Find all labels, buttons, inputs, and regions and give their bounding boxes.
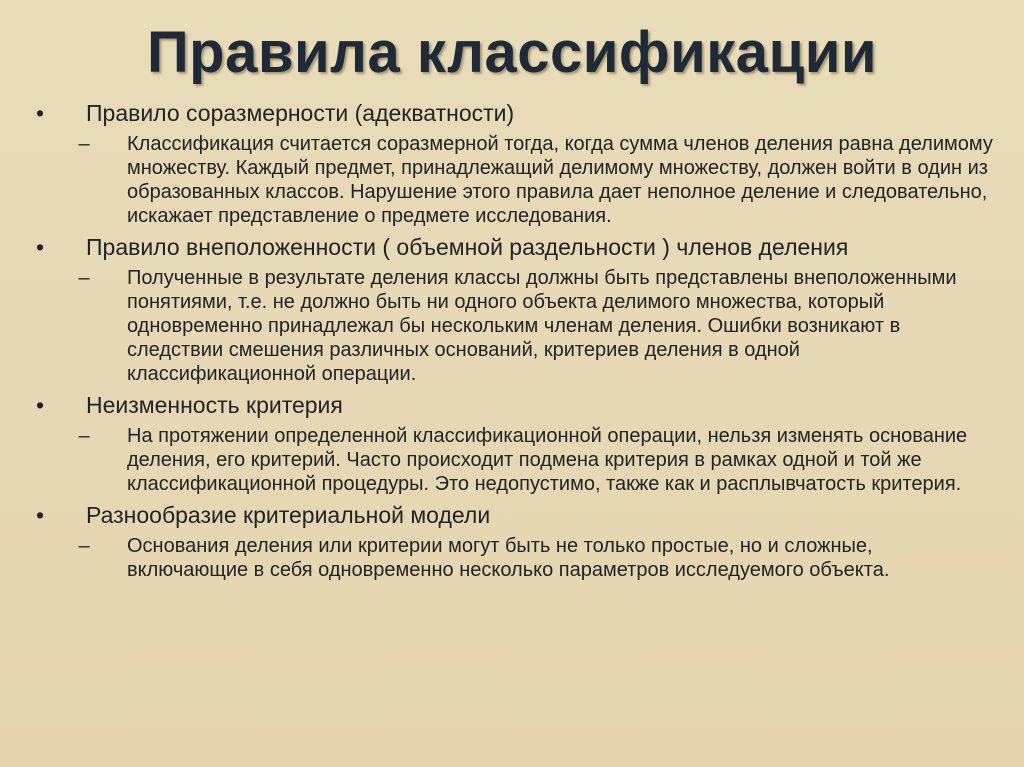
rule-description-text: Классификация считается соразмерной тогда, когда сумма членов деления равна делимому множеству. Каждый предмет, принадлежащий делимому множеству, должен войти в один из образованных классов. Нарушение этого правила дает неполное деление и следовательно, искажает представление о предмете исследования.: [127, 133, 993, 227]
rules-list: [0, 100, 1024, 588]
rule-description-text: Основания деления или критерии могут быть не только простые, но и сложные, включающие в себя одновременно несколько параметров исследуемого объекта.: [127, 535, 890, 581]
slide-title: Правила классификации: [146, 20, 878, 85]
rule-description-text: На протяжении определенной классификационной операции, нельзя изменять основание деления, его критерий. Часто происходит подмена критерия в рамках одной и той же классификационной процедуры. Это недопустимо, также как и расплывчатость критерия.: [127, 425, 968, 495]
rule-heading-text: Разнообразие критериальной модели: [86, 502, 491, 528]
bullet-icon: •: [35, 100, 45, 126]
rule-item: [0, 392, 1024, 496]
rule-item: [0, 502, 1024, 582]
rule-description: [0, 534, 1024, 582]
rule-heading-text: Неизменность критерия: [86, 392, 343, 418]
bullet-icon: •: [35, 234, 45, 260]
rule-heading: [0, 502, 1024, 528]
dash-icon: –: [78, 425, 90, 447]
rule-description: [0, 266, 1024, 386]
rule-heading: [0, 100, 1024, 126]
bullet-icon: •: [35, 502, 45, 528]
dash-icon: –: [78, 267, 90, 289]
bullet-icon: •: [35, 392, 45, 418]
rule-heading-text: Правило внеположенности ( объемной раздельности ) членов деления: [86, 234, 849, 260]
rule-heading: [0, 392, 1024, 418]
rule-item: [0, 100, 1024, 228]
rule-item: [0, 234, 1024, 386]
rule-heading: [0, 234, 1024, 260]
rule-description: [0, 424, 1024, 496]
rule-description: [0, 132, 1024, 228]
rule-heading-text: Правило соразмерности (адекватности): [86, 100, 515, 126]
rule-description-text: Полученные в результате деления классы должны быть представлены внеположенными понятиями, т.е. не должно быть ни одного объекта делимого множества, который одновременно принадлежал бы нескольким членам деления. Ошибки возникают в следствии смешения различных оснований, критериев деления в одной классификационной операции.: [127, 267, 957, 385]
dash-icon: –: [78, 535, 90, 557]
dash-icon: –: [78, 133, 90, 155]
